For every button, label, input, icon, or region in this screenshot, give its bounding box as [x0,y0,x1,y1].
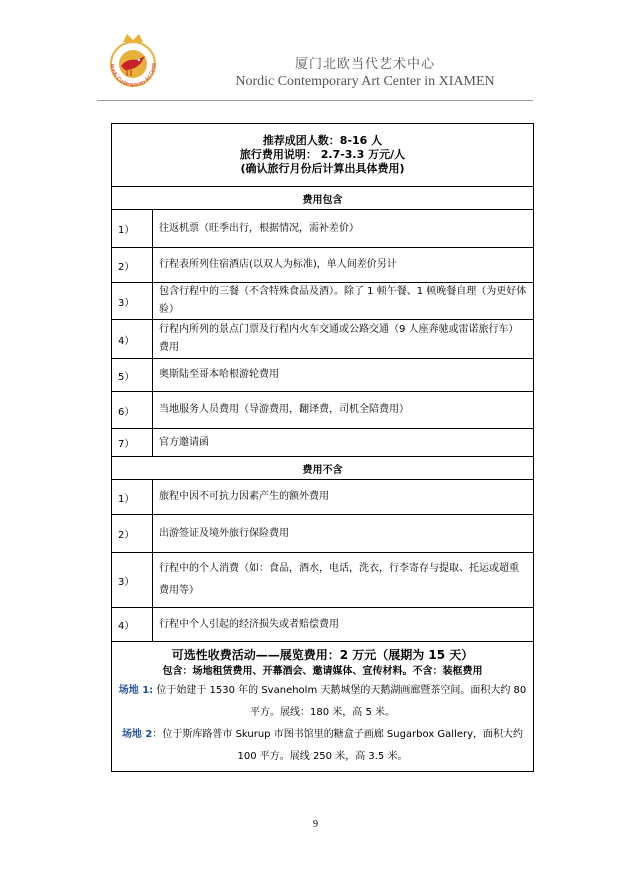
venue-2-label: 场地 2 [121,728,153,740]
row-number: 2） [112,515,153,553]
venue-2 [112,724,533,768]
header-title-cn: 厦门北欧当代艺术中心 [294,57,435,72]
table-row [112,480,534,515]
page-number: 9 [313,819,318,830]
row-text: 当地服务人员费用（导游费用，翻译费，司机全陪费用） [153,392,534,429]
group-summary [112,124,534,187]
exhibition-fee-title: 可选性收费活动——展览费用：2 万元（展期为 15 天） [171,647,474,662]
table-row [112,320,534,359]
trip-cost: 旅行费用说明： 2.7-3.3 万元/人 [239,148,406,161]
row-text: 行程中个人引起的经济损失或者赔偿费用 [153,608,534,642]
table-row [112,515,534,553]
header-divider [97,100,533,101]
row-text: 旅程中因不可抗力因素产生的额外费用 [153,480,534,515]
table-row [112,283,534,320]
row-text: 行程表所列住宿酒店(以双人为标准)，单人间差价另计 [153,248,534,283]
row-text: 行程内所列的景点门票及行程内火车交通或公路交通（9 人座奔驰或雷诺旅行车）费用 [153,320,534,359]
row-text: 行程中的个人消费（如：食品，酒水，电话，洗衣，行李寄存与提取、托运或超重费用等） [153,553,534,608]
row-number: 5） [112,359,153,392]
row-number: 3） [112,553,153,608]
excluded-heading: 费用不含 [112,457,534,480]
venue-1 [112,680,533,724]
table-row [112,210,534,248]
optional-exhibition [112,642,534,772]
table-row [112,392,534,429]
row-text: 包含行程中的三餐（不含特殊食品及酒）。除了 1 顿午餐、1 顿晚餐自理（为更好体验） [153,283,534,320]
itinerary-cost-table [111,123,534,772]
row-number: 1） [112,210,153,248]
group-size: 推荐成团人数：8-16 人 [262,134,383,147]
row-text: 官方邀请函 [153,429,534,457]
row-number: 2） [112,248,153,283]
row-number: 4） [112,320,153,359]
row-number: 3） [112,283,153,320]
table-row [112,429,534,457]
table-row [112,553,534,608]
venue-2-text: ：位于斯库路普市 Skurup 市图书馆里的糖盒子画廊 Sugarbox Gallery，面积大约 100 平方。展线 250 米，高 3.5 米。 [152,728,524,762]
row-number: 4） [112,608,153,642]
row-text: 出游签证及境外旅行保险费用 [153,515,534,553]
cost-note: (确认旅行月份后计算出具体费用) [240,162,405,175]
row-text: 奥斯陆至哥本哈根游轮费用 [153,359,534,392]
nordic-art-center-logo [101,30,165,94]
header-title-en: Nordic Contemporary Art Center in XIAMEN [235,74,495,89]
venue-1-label: 场地 1: [118,684,154,696]
svg-text:Nordic Contemporary Art Center: Nordic Contemporary Art Cente [108,62,158,89]
row-number: 1） [112,480,153,515]
row-number: 7） [112,429,153,457]
table-row [112,248,534,283]
exhibition-fee-inclusions: 包含：场地租赁费用、开幕酒会、邀请媒体、宣传材料。不含：装框费用 [162,665,483,677]
venue-1-text: 位于始建于 1530 年的 Svaneholm 天鹅城堡的天鹅湖画廊暨茶空间。面积大约 80 平方。展线：180 米，高 5 米。 [153,684,527,718]
table-row [112,608,534,642]
included-heading: 费用包含 [112,187,534,210]
row-text: 往返机票（旺季出行，根据情况，需补差价） [153,210,534,248]
table-row [112,359,534,392]
row-number: 6） [112,392,153,429]
